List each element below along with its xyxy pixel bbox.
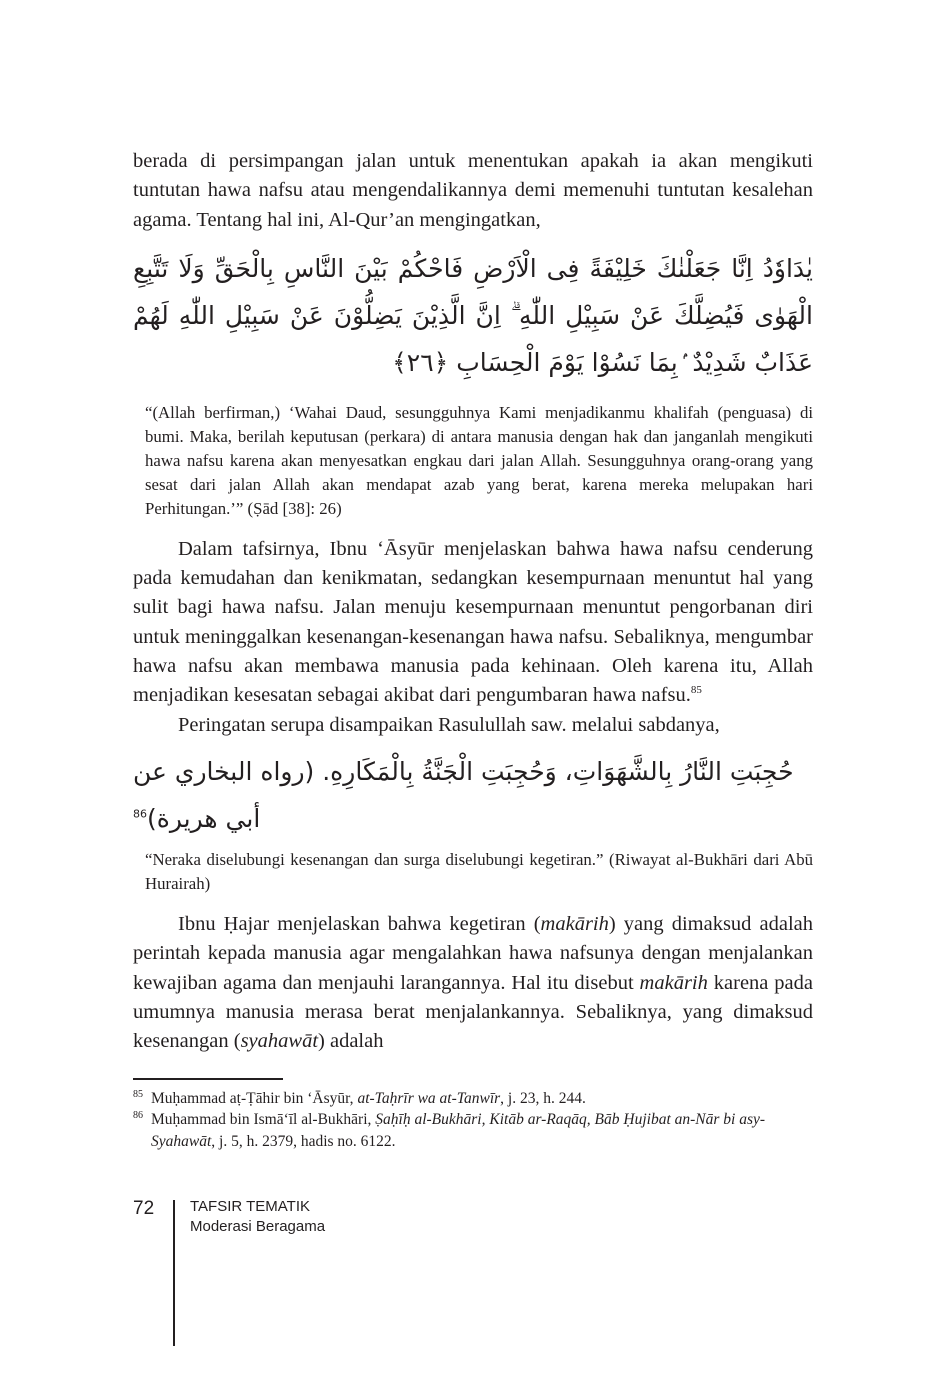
paragraph-2-text: Dalam tafsirnya, Ibnu ‘Āsyūr menjelaskan bahwa hawa nafsu cenderung pada kemudahan dan kenikmatan, sedangkan kesempurnaan menuntut hal yang sulit bagi hawa nafsu. Jalan menuju kesempurnaan menuntut pengorbanan diri untuk meninggalkan kesenangan-kesenangan hawa nafsu. Sebaliknya, mengumbar hawa nafsu akan membawa manusia pada kehinaan. Oleh karena itu, Allah menjadikan kesesatan sebagai akibat dari pengumbaran hawa nafsu. bbox=[133, 537, 813, 707]
main-text bbox=[133, 147, 813, 1056]
italic-title: at-Taḥrīr wa at-Tanwīr bbox=[357, 1089, 501, 1107]
quran-verse-arabic: يٰدَاوٗدُ اِنَّا جَعَلْنٰكَ خَلِيْفَةً فِى الْاَرْضِ فَاحْكُمْ بَيْنَ النَّاسِ بِالْحَقِّ وَلَا تَتَّبِعِ الْهَوٰى فَيُضِلَّكَ عَنْ سَبِيْلِ اللّٰهِ ۗ اِنَّ الَّذِيْنَ يَضِلُّوْنَ عَنْ سَبِيْلِ اللّٰهِ لَهُمْ عَذَابٌ شَدِيْدٌ ۢبِمَا نَسُوْا يَوْمَ الْحِسَابِ ﴿٢٦﴾ bbox=[133, 253, 813, 377]
text: ) yang dimaksud adalah perintah kepada manusia agar mengalahkan hawa nafsunya dengan menjalankan kewajiban agama dan menjauhi larangannya. Hal itu disebut bbox=[133, 912, 813, 994]
italic-term: makārih bbox=[639, 971, 708, 994]
hadith-text: حُجِبَتِ النَّارُ بِالشَّهَوَاتِ، وَحُجِبَتِ الْجَنَّةُ بِالْمَكَارِهِ. (رواه البخاري عن أبي هريرة) bbox=[133, 756, 794, 833]
text: , j. 5, h. 2379, hadis no. 6122. bbox=[211, 1132, 396, 1150]
paragraph-1: berada di persimpangan jalan untuk menentukan apakah ia akan mengikuti tuntutan hawa nafsu atau mengendalikannya demi memenuhi tuntutan kesalehan agama. Tentang hal ini, Al-Qur’an mengingatkan, bbox=[133, 150, 813, 231]
footer-divider bbox=[173, 1200, 175, 1346]
text: Muḥammad bin Ismā‘īl al-Bukhāri, bbox=[151, 1111, 376, 1129]
italic-title: Ṣaḥīḥ al-Bukhāri, Kitāb ar-Raqāq, Bāb Ḥujibat an-Nār bi asy-Syahawāt bbox=[151, 1111, 766, 1150]
book-title: TAFSIR TEMATIK bbox=[190, 1198, 311, 1216]
hadith-translation: “Neraka diselubungi kesenangan dan surga diselubungi kegetiran.” (Riwayat al-Bukhāri dari Abū Hurairah) bbox=[145, 849, 813, 893]
footnote-divider bbox=[133, 1078, 283, 1080]
paragraph-4 bbox=[133, 910, 813, 1056]
paragraph-3: Peringatan serupa disampaikan Rasulullah saw. melalui sabdanya, bbox=[178, 713, 720, 736]
text: , j. 23, h. 244. bbox=[500, 1089, 586, 1107]
footnote-ref-85[interactable]: 85 bbox=[690, 684, 702, 697]
text: ) adalah bbox=[318, 1030, 384, 1053]
verse-translation: “(Allah berfirman,) ‘Wahai Daud, sesungguhnya Kami menjadikanmu khalifah (penguasa) di bumi. Maka, berilah keputusan (perkara) di antara manusia dengan hak dan janganlah mengikuti hawa nafsu karena akan menyesatkan engkau dari jalan Allah. Sesungguhnya orang-orang yang sesat dari jalan Allah akan mendapat azab yang berat, karena mereka melupakan hari Perhitungan.’” (Ṣād [38]: 26) bbox=[145, 402, 813, 518]
running-title bbox=[190, 1197, 325, 1237]
text: Muḥammad aṭ-Ṭāhir bin ‘Āsyūr, bbox=[151, 1089, 358, 1107]
italic-term: syahawāt bbox=[240, 1030, 319, 1053]
text: Ibnu Ḥajar menjelaskan bahwa kegetiran ( bbox=[178, 912, 541, 935]
page-footer bbox=[133, 1196, 813, 1346]
footnote-85: 85 Muḥammad aṭ-Ṭāhir bin ‘Āsyūr, at-Taḥrīr wa at-Tanwīr, j. 23, h. 244. bbox=[133, 1088, 586, 1107]
page-number: 72 bbox=[133, 1198, 155, 1220]
hadith-arabic bbox=[133, 748, 813, 842]
footnotes bbox=[133, 1088, 813, 1153]
book-subtitle: Moderasi Beragama bbox=[190, 1218, 326, 1236]
italic-term: makārih bbox=[540, 912, 609, 935]
text: karena pada umumnya manusia merasa berat menjalankannya. Sebaliknya, yang dimaksud kesenangan ( bbox=[133, 971, 813, 1053]
footnote-86: 86 Muḥammad bin Ismā‘īl al-Bukhāri, Ṣaḥīḥ al-Bukhāri, Kitāb ar-Raqāq, Bāb Ḥujibat an-Nār bi asy-Syahawāt, j. 5, h. 2379, hadis no. 6122. bbox=[133, 1110, 766, 1150]
paragraph-2 bbox=[133, 535, 813, 711]
footnote-ref-86[interactable]: 86 bbox=[133, 807, 147, 821]
